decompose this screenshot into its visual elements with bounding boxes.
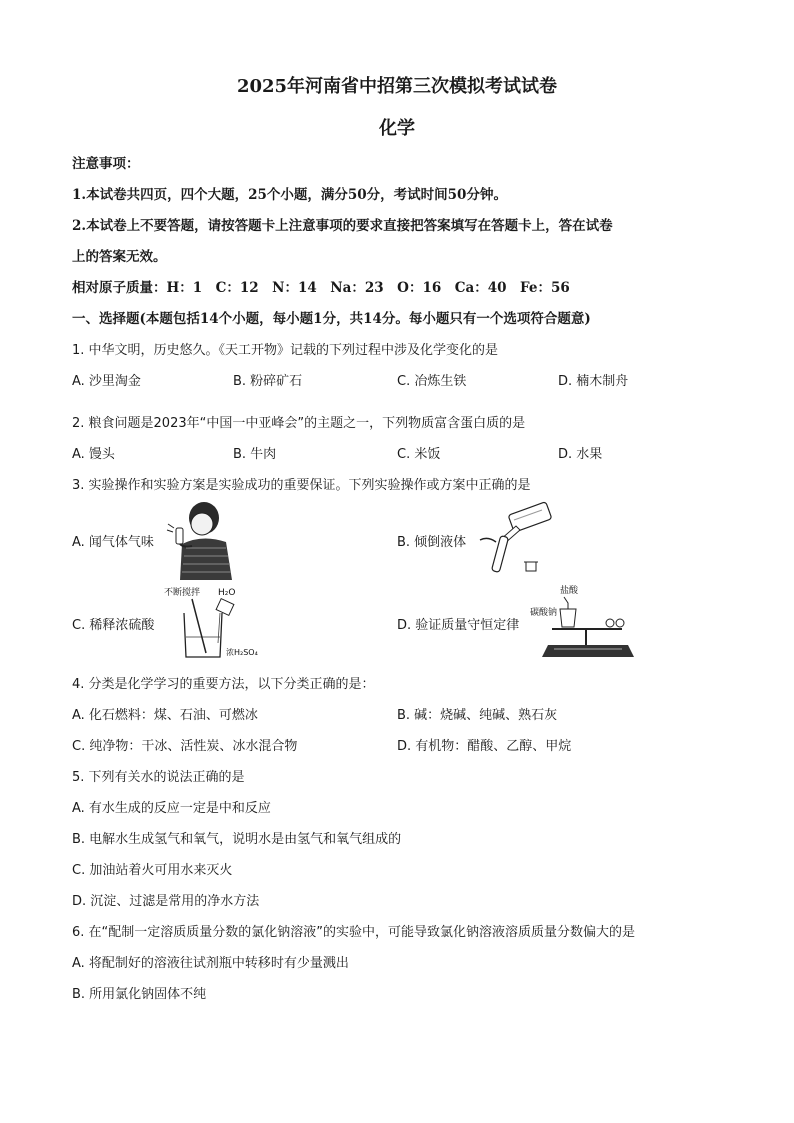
- question-5-option-d: D. 沉淀、过滤是常用的净水方法: [72, 894, 260, 909]
- atomic-mass-line: 相对原子质量：H：1 C：12 N：14 Na：23 O：16 Ca：40 Fe：56: [72, 280, 570, 296]
- question-2-option-c: C. 米饭: [397, 447, 441, 462]
- acid-label: 浓H₂SO₄: [226, 648, 258, 657]
- question-4-stem: 4. 分类是化学学习的重要方法，以下分类正确的是：: [72, 677, 375, 692]
- section-1-heading: 一、选择题(本题包括14个小题，每小题1分，共14分。每小题只有一个选项符合题意): [72, 311, 591, 327]
- question-4-option-a: A. 化石燃料：煤、石油、可燃冰: [72, 708, 258, 723]
- smell-gas-figure: [162, 498, 238, 580]
- notes-item-2-cont: 上的答案无效。: [72, 249, 167, 265]
- question-3-option-c: C. 稀释浓硫酸: [72, 618, 155, 633]
- water-label: H₂O: [218, 588, 236, 598]
- question-1-option-c: C. 冶炼生铁: [397, 374, 467, 389]
- exam-title: 2025年河南省中招第三次模拟考试试卷: [236, 76, 558, 97]
- mass-conservation-figure: [530, 583, 640, 661]
- question-2-option-b: B. 牛肉: [233, 447, 277, 462]
- stir-label: 不断搅拌: [164, 588, 201, 598]
- pour-liquid-figure: [470, 500, 556, 578]
- subject-title: 化学: [379, 118, 415, 139]
- notes-item-2: 2.本试卷上不要答题，请按答题卡上注意事项的要求直接把答案填写在答题卡上，答在试卷: [72, 218, 613, 234]
- question-2-stem: 2. 粮食问题是2023年“中国一中亚峰会”的主题之一，下列物质富含蛋白质的是: [72, 416, 526, 431]
- notes-heading: 注意事项：: [72, 156, 140, 172]
- question-1-option-a: A. 沙里淘金: [72, 374, 141, 389]
- acid-hcl-label: 盐酸: [560, 586, 579, 596]
- question-1-option-d: D. 楠木制舟: [558, 374, 629, 389]
- question-5-option-b: B. 电解水生成氢气和氧气，说明水是由氢气和氧气组成的: [72, 832, 402, 847]
- question-1-option-b: B. 粉碎矿石: [233, 374, 303, 389]
- question-4-option-c: C. 纯净物：干冰、活性炭、冰水混合物: [72, 739, 298, 754]
- notes-item-1: 1.本试卷共四页，四个大题，25个小题，满分50分，考试时间50分钟。: [72, 187, 507, 203]
- question-1-stem: 1. 中华文明，历史悠久。《天工开物》记载的下列过程中涉及化学变化的是: [72, 343, 499, 358]
- question-5-option-c: C. 加油站着火可用水来灭火: [72, 863, 233, 878]
- question-6-stem: 6. 在“配制一定溶质质量分数的氯化钠溶液”的实验中，可能导致氯化钠溶液溶质质量分数偏大的是: [72, 925, 636, 940]
- question-5-stem: 5. 下列有关水的说法正确的是: [72, 770, 245, 785]
- sodium-carbonate-label: 碳酸钠: [530, 608, 558, 618]
- question-2-option-d: D. 水果: [558, 447, 603, 462]
- question-3-stem: 3. 实验操作和实验方案是实验成功的重要保证。下列实验操作或方案中正确的是: [72, 478, 531, 493]
- question-5-option-a: A. 有水生成的反应一定是中和反应: [72, 801, 271, 816]
- question-3-option-a: A. 闻气体气味: [72, 535, 154, 550]
- question-6-option-a: A. 将配制好的溶液往试剂瓶中转移时有少量溅出: [72, 956, 349, 971]
- dilute-acid-figure: [160, 583, 258, 663]
- question-2-option-a: A. 馒头: [72, 447, 115, 462]
- question-3-option-d: D. 验证质量守恒定律: [397, 618, 520, 633]
- question-4-option-b: B. 碱：烧碱、纯碱、熟石灰: [397, 708, 558, 723]
- question-6-option-b: B. 所用氯化钠固体不纯: [72, 987, 207, 1002]
- question-4-option-d: D. 有机物：醋酸、乙醇、甲烷: [397, 739, 572, 754]
- question-3-option-b: B. 倾倒液体: [397, 535, 467, 550]
